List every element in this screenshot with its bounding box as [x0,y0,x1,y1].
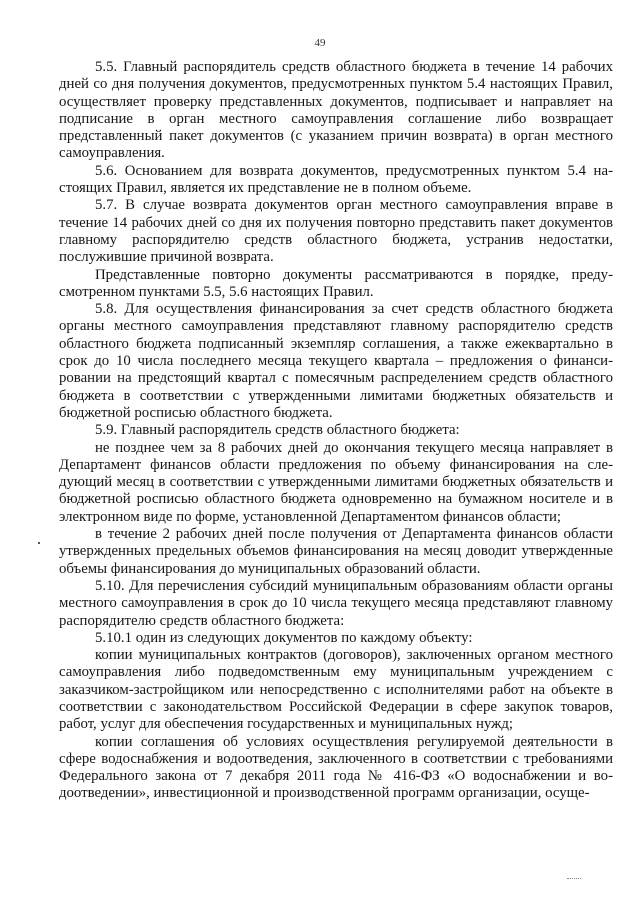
paragraph-5-9-item-1: не позднее чем за 8 рабочих дней до окончания текущего месяца направляет в Департамент финансов области предложения по объему финансирования на следующий месяц в соответствии с утвержденными лимитами бюджетных обязательств и бюджетной росписью областного бюджета одновременно на бумажном носителе и в электронном виде по форме, установленной Департаментом финансов области; [59,439,613,525]
scan-artifact [38,542,40,544]
paragraph-5-9: 5.9. Главный распорядитель средств областного бюджета: [95,422,460,439]
document-body [59,59,613,803]
paragraph-5-6: 5.6. Основанием для возврата документов, предусмотренных пунктом 5.4 настоящих Правил, является их представление не в полном объеме. [59,162,613,197]
paragraph-5-5: 5.5. Главный распорядитель средств областного бюджета в течение 14 рабочих дней со дня получения документов, предусмотренных пунктом 5.4 настоящих Правил, осуществляет проверку представленных документов, подписывает и направляет на подписание в орган местного самоуправления соглашение либо возвращает представленный пакет документов (с указанием причин возврата) в орган местного самоуправления. [59,59,613,162]
paragraph-5-10-1: 5.10.1 один из следующих документов по каждому объекту: [95,629,473,646]
scan-artifact-bottom [567,878,581,880]
paragraph-5-7: 5.7. В случае возврата документов орган местного самоуправления вправе в течение 14 рабочих дней со дня их получения повторно представить пакет документов главному распорядителю средств областного бюджета, устранив недостатки, послужившие причиной возврата. [59,197,613,266]
paragraph-contracts: копии муниципальных контрактов (договоров), заключенных органом местного самоуправления либо подведомственным ему муниципальным учреждением с заказчиком-застройщиком или непосредственно с исполнителями работ на объекте в соответствии с законодательством Российской Федерации в сфере закупок товаров, работ, услуг для обеспечения государственных и муниципальных нужд; [59,647,613,733]
paragraph-5-9-item-2: в течение 2 рабочих дней после получения от Департамента финансов области утвержденных предельных объемов финансирования на месяц доводит утвержденные объемы финансирования до муниципальных образований области. [59,526,613,577]
paragraph-agreement: копии соглашения об условиях осуществления регулируемой деятельности в сфере водоснабжения и водоотведения, заключенного в соответствии с требованиями Федерального закона от 7 декабря 2011 года № 416-ФЗ «О водоснабжении и водоотведении», инвестиционной и производственной программ организации, осуще- [59,733,613,802]
paragraph-resubmission: Представленные повторно документы рассматриваются в порядке, предусмотренном пунктами 5.5, 5.6 настоящих Правил. [59,266,613,300]
paragraph-5-10: 5.10. Для перечисления субсидий муниципальным образованиям области органы местного самоуправления в срок до 10 числа текущего месяца представляют главному распорядителю средств областного бюджета: [59,577,613,629]
page-number: 49 [314,37,326,49]
paragraph-5-8: 5.8. Для осуществления финансирования за счет средств областного бюджета органы местного самоуправления представляют главному распорядителю средств областного бюджета подписанный экземпляр соглашения, а также ежеквартально в срок до 10 числа последнего месяца текущего квартала – предложения о финансировании на предстоящий квартал с помесячным распределением средств областного бюджета в соответствии с утвержденными лимитами бюджетных обязательств и бюджетной росписью областного бюджета. [59,301,613,421]
